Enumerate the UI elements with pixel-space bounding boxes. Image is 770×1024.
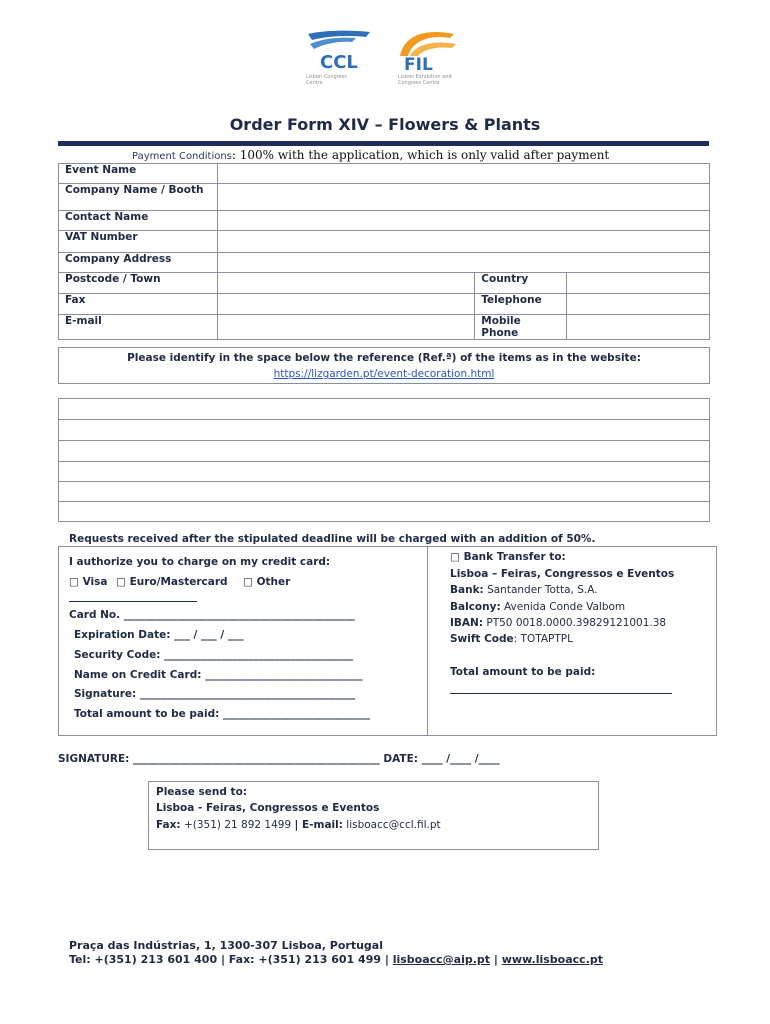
send-fax-value: +(351) 21 892 1499 [180, 819, 295, 831]
mobile-label: Mobile Phone [475, 315, 567, 340]
fax-field[interactable] [217, 294, 474, 315]
bank-value: Santander Totta, S.A. [483, 584, 598, 596]
bank-label: Bank: [450, 584, 484, 596]
ccl-logo-mark [306, 28, 372, 72]
vat-number-field[interactable] [217, 231, 709, 253]
items-line [59, 440, 709, 441]
footer-website-link[interactable]: www.lisboacc.pt [501, 953, 604, 966]
other-checkbox[interactable]: □ Other [243, 576, 291, 588]
items-box[interactable] [58, 398, 710, 522]
postcode-label: Postcode / Town [59, 273, 218, 294]
balcony-line [450, 601, 625, 613]
reference-instruction: Please identify in the space below the reference (Ref.ª) of the items as in the website: [127, 352, 641, 364]
balcony-value: Avenida Conde Valbom [500, 601, 626, 613]
credit-card-box [58, 546, 428, 736]
card-signature-field[interactable]: Signature: _________________________________________ [74, 688, 356, 700]
iban-label: IBAN: [450, 617, 484, 629]
company-address-field[interactable] [217, 253, 709, 273]
items-line [59, 481, 709, 482]
footer-contact [69, 953, 603, 966]
event-name-label: Event Name [59, 164, 218, 184]
bank-transfer-box [427, 546, 717, 736]
page-title: Order Form XIV – Flowers & Plants [229, 115, 541, 134]
telephone-field[interactable] [567, 294, 710, 315]
fax-label: Fax [59, 294, 218, 315]
footer-separator: | [490, 953, 502, 966]
send-to-title: Please send to: [156, 786, 247, 798]
iban-line [450, 617, 666, 629]
card-total-field[interactable]: Total amount to be paid: ____________________________ [74, 708, 370, 720]
swift-value: : TOTAPTPL [513, 633, 573, 645]
footer-phone-fax: Tel: +(351) 213 601 400 | Fax: +(351) 213 601 499 | [69, 953, 393, 966]
ccl-logo-sub2: Centre [306, 80, 323, 86]
ccl-logo-sub1: Lisbon Congress [306, 74, 347, 80]
fil-logo-mark [394, 26, 464, 72]
mastercard-checkbox[interactable]: □ Euro/Mastercard [116, 576, 228, 588]
items-line [59, 461, 709, 462]
send-separator: | [294, 819, 299, 831]
svg-text:FIL: FIL [404, 55, 433, 72]
mobile-field[interactable] [567, 315, 710, 340]
country-field[interactable] [567, 273, 710, 294]
items-line [59, 501, 709, 502]
card-number-field[interactable]: Card No. ____________________________________________ [69, 609, 355, 621]
contact-name-label: Contact Name [59, 211, 218, 231]
signature-date-line[interactable]: SIGNATURE: _______________________________________________ DATE: ____ /____ /____ [58, 753, 500, 765]
company-booth-field[interactable] [217, 184, 709, 211]
items-line [59, 419, 709, 420]
event-name-field[interactable] [217, 164, 709, 184]
bank-entity: Lisboa – Feiras, Congressos e Eventos [450, 568, 675, 580]
country-label: Country [475, 273, 567, 294]
bank-transfer-checkbox[interactable]: □ Bank Transfer to: [450, 551, 566, 563]
telephone-label: Telephone [475, 294, 567, 315]
footer-email-link[interactable]: lisboacc@aip.pt [392, 953, 491, 966]
customer-form [58, 163, 710, 340]
send-to-box [148, 781, 599, 850]
postcode-field[interactable] [217, 273, 474, 294]
payment-conditions-label: Payment Conditions [132, 151, 232, 162]
send-to-entity: Lisboa - Feiras, Congressos e Eventos [156, 802, 380, 814]
company-address-label: Company Address [59, 253, 218, 273]
company-booth-label: Company Name / Booth [59, 184, 218, 211]
email-label: E-mail [59, 315, 218, 340]
title-rule [58, 141, 709, 146]
contact-name-field[interactable] [217, 211, 709, 231]
email-field[interactable] [217, 315, 474, 340]
authorize-text: I authorize you to charge on my credit card: [69, 556, 331, 568]
send-email-value[interactable]: lisboacc@ccl.fil.pt [342, 819, 441, 831]
swift-label: Swift Code [450, 633, 514, 645]
visa-checkbox[interactable]: □ Visa [69, 576, 108, 588]
balcony-label: Balcony: [450, 601, 501, 613]
ccl-logo [306, 28, 372, 88]
payment-conditions-colon: : [231, 148, 236, 162]
fil-logo-sub1: Lisbon Exhibition and [398, 74, 452, 80]
payment-conditions-text: 100% with the application, which is only valid after payment [235, 148, 610, 162]
send-to-contact [156, 819, 441, 831]
footer-address: Praça das Indústrias, 1, 1300-307 Lisboa, Portugal [69, 939, 383, 952]
deadline-note: Requests received after the stipulated deadline will be charged with an addition of 50%. [69, 533, 596, 545]
reference-box [58, 347, 710, 384]
reference-link[interactable]: https://lizgarden.pt/event-decoration.html [273, 368, 495, 380]
fil-logo [394, 26, 464, 88]
expiration-date-field[interactable]: Expiration Date: ___ / ___ / ___ [74, 629, 244, 641]
send-fax-label: Fax: [156, 819, 181, 831]
swift-line [450, 633, 573, 645]
svg-text:CCL: CCL [320, 52, 358, 72]
iban-value: PT50 0018.0000.39829121001.38 [483, 617, 667, 629]
name-on-card-field[interactable]: Name on Credit Card: ______________________________ [74, 669, 363, 681]
payment-conditions [132, 148, 609, 162]
vat-number-label: VAT Number [59, 231, 218, 253]
security-code-field[interactable]: Security Code: ____________________________________ [74, 649, 354, 661]
fil-logo-sub2: Congress Centre [398, 80, 440, 86]
other-underline [69, 601, 197, 602]
bank-name-line [450, 584, 598, 596]
bank-total-field[interactable] [450, 693, 672, 694]
bank-total-label: Total amount to be paid: [450, 666, 596, 678]
send-email-label: E-mail: [298, 819, 343, 831]
